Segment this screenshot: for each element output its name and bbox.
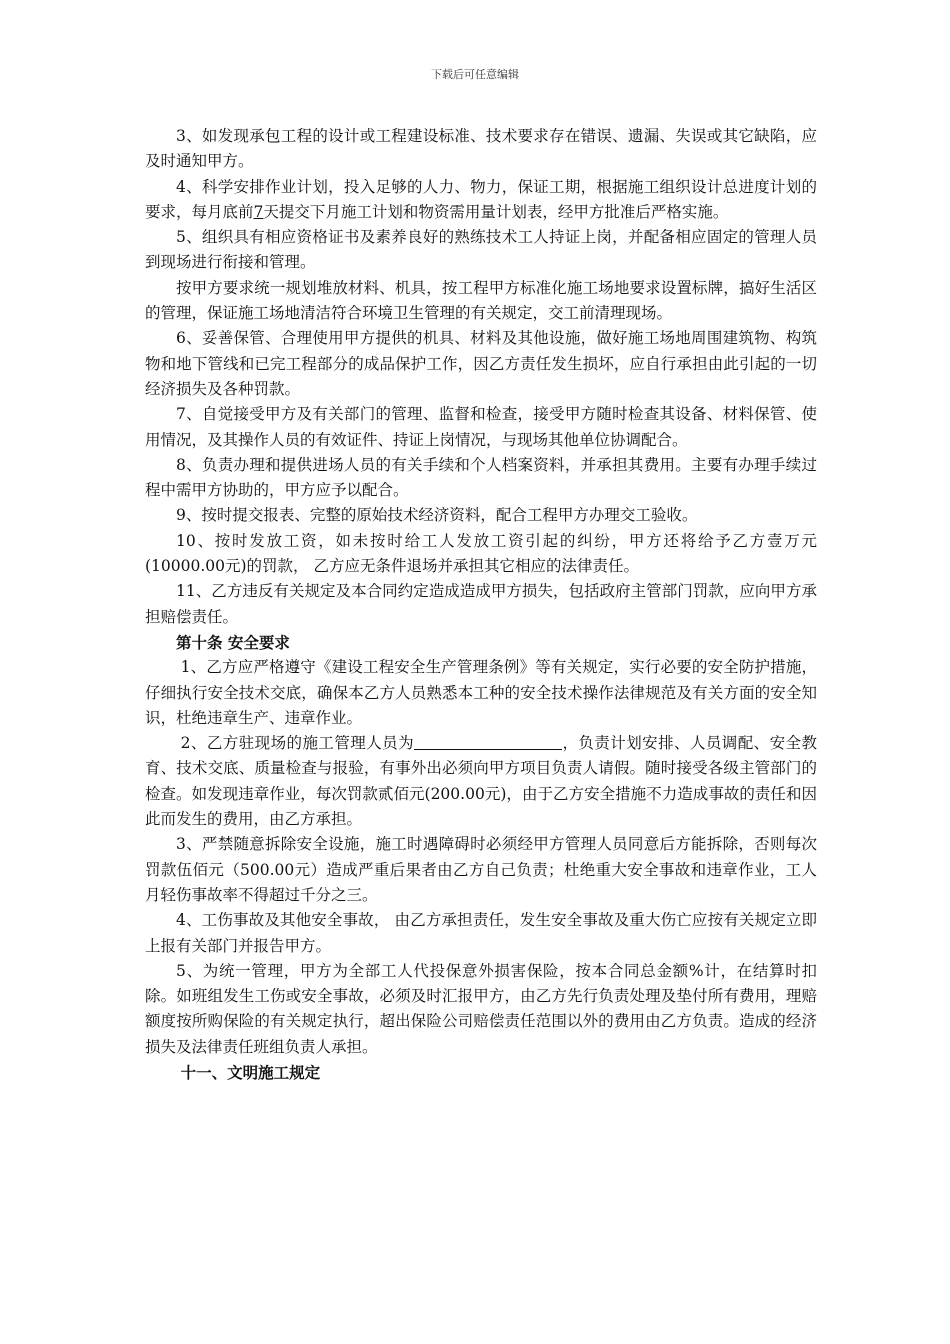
section-11-title: 十一、文明施工规定 [180, 1062, 321, 1082]
clause-4 [145, 175, 817, 226]
safety-clause-4: 4、工伤事故及其他安全事故， 由乙方承担责任，发生安全事故及重大伤亡应按有关规定立即上报有关部门并报告甲方。 [145, 911, 817, 955]
safety-clause-3: 3、严禁随意拆除安全设施，施工时遇障碍时必须经甲方管理人员同意后方能拆除，否则每次罚款伍佰元（500.00元）造成严重后果者由乙方自己负责；杜绝重大安全事故和违章作业，工人月轻伤事故率不得超过千分之三。 [145, 835, 817, 904]
clause-6: 6、妥善保管、合理使用甲方提供的机具、材料及其他设施，做好施工场地周围建筑物、构筑物和地下管线和已完工程部分的成品保护工作，因乙方责任发生损坏，应自行承担由此引起的一切经济损失及各种罚款。 [145, 329, 817, 398]
safety-clause-2-part-a: 2、乙方驻现场的施工管理人员为 [180, 734, 415, 753]
manager-name-blank[interactable] [414, 734, 562, 751]
safety-clause-1: 1、乙方应严格遵守《建设工程安全生产管理条例》等有关规定，实行必要的安全防护措施，仔细执行安全技术交底，确保本乙方人员熟悉本工种的安全技术操作法律规范及有关方面的安全知识，杜绝违章生产、违章作业。 [145, 658, 817, 727]
clause-8: 8、负责办理和提供进场人员的有关手续和个人档案资料，并承担其费用。主要有办理手续过程中需甲方协助的，甲方应予以配合。 [145, 455, 817, 500]
safety-clause-2-part-b: ，负责计划安排、人员调配、安全教育、技术交底、质量检查与报验，有事外出必须向甲方项目负责人请假。随时接受各级主管部门的检查。如发现违章作业，每次罚款贰佰元(200.00元)，由于乙方安全措施不力造成事故的责任和因此而发生的费用，由乙方承担。 [145, 734, 817, 829]
safety-clause-2 [145, 731, 817, 832]
clause-5: 5、组织具有相应资格证书及素养良好的熟练技术工人持证上岗，并配备相应固定的管理人员到现场进行衔接和管理。 [145, 228, 817, 272]
section-10-title: 第十条 安全要求 [176, 632, 290, 652]
clause-10: 10、按时发放工资，如未按时给工人发放工资引起的纠纷，甲方还将给予乙方壹万元 (10000.00元)的罚款， 乙方应无条件退场并承担其它相应的法律责任。 [145, 531, 817, 576]
clause-4-part-b: 天提交下月施工计划和物资需用量计划表，经甲方批准后严格实施。 [263, 202, 729, 221]
clause-11: 11、乙方违反有关规定及本合同约定造成造成甲方损失，包括政府主管部门罚款，应向甲方承担赔偿责任。 [145, 582, 817, 626]
safety-clause-5: 5、为统一管理，甲方为全部工人代投保意外损害保险，按本合同总金额%计，在结算时扣除。如班组发生工伤或安全事故，必须及时汇报甲方，由乙方先行负责处理及垫付所有费用，理赔额度按所购保险的有关规定执行，超出保险公司赔偿责任范围以外的费用由乙方负责。造成的经济损失及法律责任班组负责人承担。 [145, 961, 817, 1056]
page-header: 下载后可任意编辑 [431, 68, 519, 81]
clause-9: 9、按时提交报表、完整的原始技术经济资料，配合工程甲方办理交工验收。 [176, 506, 698, 525]
clause-3: 3、如发现承包工程的设计或工程建设标准、技术要求存在错误、遗漏、失误或其它缺陷，应及时通知甲方。 [145, 127, 817, 171]
clause-4-part-a: 4、科学安排作业计划，投入足够的人力、物力，保证工期，根据施工组织设计总进度计划的要求，每月底前 [145, 177, 817, 221]
clause-7: 7、自觉接受甲方及有关部门的管理、监督和检查，接受甲方随时检查其设备、材料保管、使用情况，及其操作人员的有效证件、持证上岗情况，与现场其他单位协调配合。 [145, 405, 817, 449]
clause-4-days: 7 [253, 202, 264, 221]
document-body [145, 124, 817, 1085]
clause-5-continued: 按甲方要求统一规划堆放材料、机具，按工程甲方标准化施工场地要求设置标牌，搞好生活区的管理，保证施工场地清洁符合环境卫生管理的有关规定，交工前清理现场。 [145, 278, 817, 323]
